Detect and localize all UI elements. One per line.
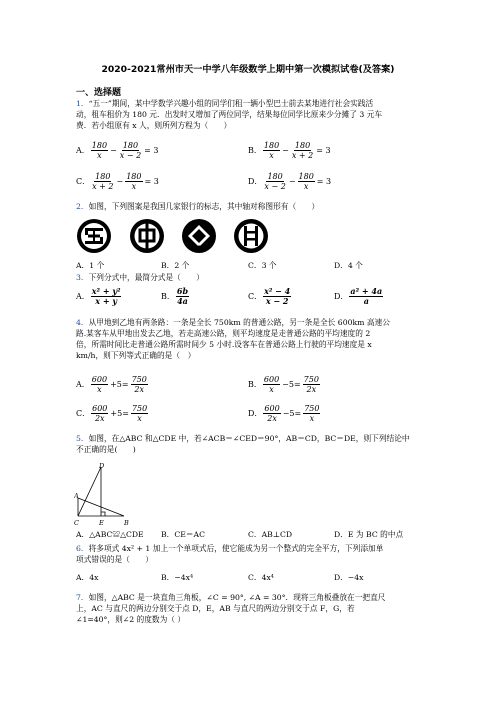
option-b[interactable]: B． $\frac{6b}{4a}$ <box>161 286 189 306</box>
option-a[interactable]: A． $\frac{600}{x}$ +5= $\frac{750}{2x}$ <box>76 375 147 394</box>
option-b[interactable]: B．−4x⁴ <box>161 573 194 582</box>
question-text: 下列分式中，最简分式是（ ） <box>88 273 204 282</box>
option-d[interactable]: D．4 个 <box>334 261 363 270</box>
label-c: C <box>74 519 79 527</box>
question-text: 将多项式 4x² + 1 加上一个单项式后，使它能成为另一个整式的完全平方，下列添加单 <box>88 544 384 553</box>
option-a[interactable]: A．1 个 <box>76 261 105 270</box>
option-b[interactable]: B．CE＝AC <box>161 530 205 539</box>
question-number: 2． <box>76 202 89 211</box>
bank-logo-2-icon <box>129 218 165 254</box>
bank-logo-3-icon <box>181 218 217 254</box>
question-number: 4． <box>76 318 89 327</box>
question-text: 路.某客车从甲地出发去乙地，若走高速公路，则平均速度是走普通公路的平均速度的 2 <box>76 329 371 338</box>
option-c[interactable]: C．3 个 <box>248 261 277 270</box>
label-e: E <box>99 519 104 527</box>
question-7-stem <box>76 592 428 625</box>
question-text: km/h，则下列等式正确的是（ ） <box>76 351 196 360</box>
question-text: 倍，所需时间比走普通公路所需时间少 5 小时.设客车在普通公路上行驶的平均速度是 x <box>76 340 372 349</box>
question-number: 1． <box>76 99 89 108</box>
page-title: 2020-2021常州市天一中学八年级数学上期中第一次模拟试卷(及答案) <box>101 64 395 75</box>
question-text: 不正确的是( ) <box>76 445 136 454</box>
option-b[interactable]: B． $\frac{180}{x}$ − $\frac{180}{x + 2}$ = 3 <box>248 141 331 160</box>
question-text: 从甲地到乙地有两条路：一条是全长 750km 的普通公路，另一条是全长 600km 高速公 <box>88 318 390 327</box>
option-c[interactable]: C．AB⊥CD <box>248 530 293 539</box>
option-a[interactable]: A． $\frac{180}{x}$ − $\frac{180}{x - 2}$ = 3 <box>76 141 159 160</box>
option-c[interactable]: C． $\frac{180}{x + 2}$ − $\frac{180}{x}$ = 3 <box>76 172 159 191</box>
question-text: 上，AC 与直尺的两边分别交于点 D，E，AB 与直尺的两边分别交于点 F，G，若 <box>76 604 355 613</box>
option-d[interactable]: D．E 为 BC 的中点 <box>334 530 404 539</box>
question-3-stem <box>76 272 428 283</box>
label-d: D <box>99 462 105 470</box>
option-d[interactable]: D．−4x <box>334 573 364 582</box>
question-text: 项式错误的是（ ） <box>76 555 153 564</box>
option-c[interactable]: C．4x⁴ <box>248 573 274 582</box>
question-text: 费．若小组原有 x 人，则所列方程为（ ） <box>76 121 232 130</box>
question-text: ∠1=40°，则∠2 的度数为（ ） <box>76 615 186 624</box>
question-text: 如图，在△ABC 和△CDE 中，若∠ACB＝∠CED＝90°，AB＝CD，BC＝DE，则下列结论中 <box>88 434 410 443</box>
question-6-stem <box>76 543 428 565</box>
question-number: 5． <box>76 434 89 443</box>
question-number: 6． <box>76 544 89 553</box>
label-a: A <box>74 492 79 500</box>
option-b[interactable]: B． $\frac{600}{x}$ −5= $\frac{750}{2x}$ <box>248 375 319 394</box>
question-number: 7． <box>76 593 89 602</box>
option-b[interactable]: B．2 个 <box>161 261 190 270</box>
bank-logo-4-icon <box>233 218 269 254</box>
option-a[interactable]: A． $\frac{\text{x² + y²}}{x + y}$ <box>76 286 121 306</box>
option-d[interactable]: D． $\frac{600}{2x}$ −5= $\frac{750}{x}$ <box>248 404 320 423</box>
question-number: 3． <box>76 273 89 282</box>
question-2-stem <box>76 201 428 212</box>
question-text: 动，租车租价为 180 元．出发时又增加了两位同学，结果每位同学比原来少分摊了 3 元车 <box>76 110 383 119</box>
option-d[interactable]: D． $\frac{180}{x - 2}$ − $\frac{180}{x}$ = 3 <box>248 172 332 191</box>
option-c[interactable]: C． $\frac{600}{2x}$ +5= $\frac{750}{x}$ <box>76 404 148 423</box>
option-c[interactable]: C． $\frac{\text{x² − 4}}{x - 2}$ <box>248 286 291 306</box>
option-a[interactable]: A．4x <box>76 573 99 582</box>
bank-logo-1-icon <box>76 218 112 254</box>
question-5-stem <box>76 433 428 455</box>
question-4-stem <box>76 317 428 361</box>
option-d[interactable]: D． $\frac{\text{a² + 4a}}{a}$ <box>334 286 383 306</box>
option-a[interactable]: A．△ABC≌△CDE <box>76 530 144 539</box>
label-b: B <box>124 519 129 527</box>
question-text: 如图，△ABC 是一块直角三角板，∠C = 90°, ∠A = 30°．现将三角板叠放在一把直尺 <box>88 593 386 602</box>
question-text: “五一”期间，某中学数学兴趣小组的同学们租一辆小型巴士前去某地进行社会实践活 <box>88 99 374 108</box>
question-text: 如图，下列图案是我国几家银行的标志，其中轴对称图形有（ ） <box>88 202 320 211</box>
question-1-stem <box>76 98 428 131</box>
triangle-figure <box>74 462 136 528</box>
section-heading: 一、选择题 <box>76 88 122 98</box>
